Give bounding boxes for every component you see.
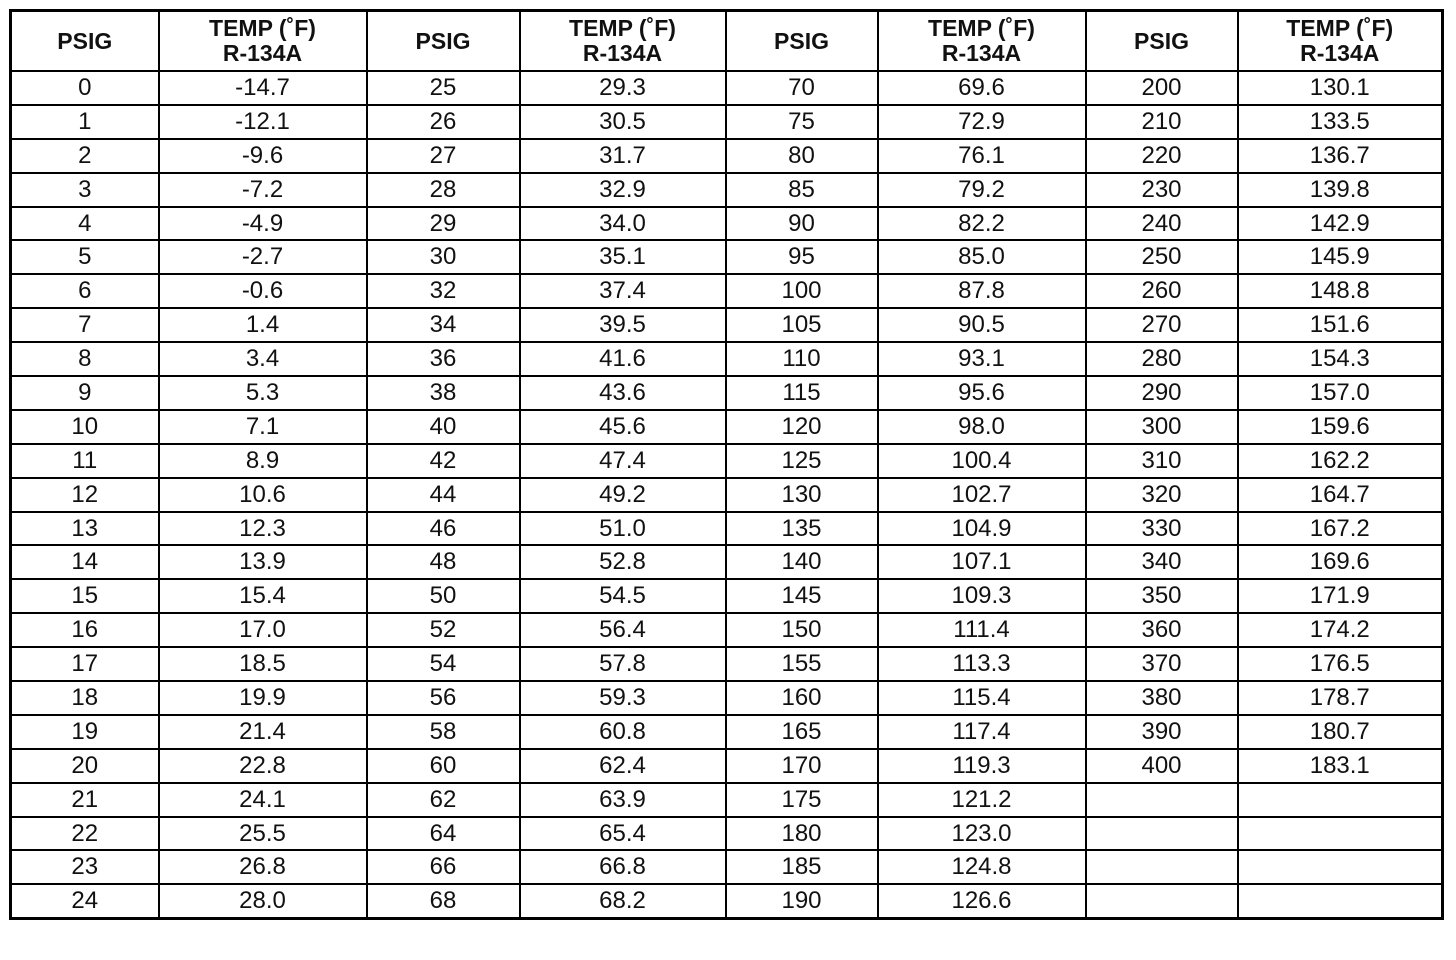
psig-cell: 150 (726, 613, 878, 647)
temp-cell (1238, 817, 1443, 851)
temp-cell: 93.1 (878, 342, 1086, 376)
temp-header-line1: TEMP (˚F) (209, 15, 316, 41)
psig-cell: 24 (11, 884, 159, 918)
temp-cell: 26.8 (159, 850, 367, 884)
table-row (11, 410, 1443, 444)
psig-cell: 1 (11, 105, 159, 139)
psig-cell: 25 (367, 71, 520, 105)
temp-cell: 102.7 (878, 478, 1086, 512)
temp-cell: 19.9 (159, 681, 367, 715)
table-row (11, 884, 1443, 918)
psig-cell: 21 (11, 783, 159, 817)
psig-cell: 19 (11, 715, 159, 749)
psig-cell: 50 (367, 579, 520, 613)
temp-cell: 174.2 (1238, 613, 1443, 647)
psig-cell: 44 (367, 478, 520, 512)
table-row (11, 850, 1443, 884)
temp-cell: 43.6 (520, 376, 726, 410)
temp-cell: 21.4 (159, 715, 367, 749)
temp-cell: 183.1 (1238, 749, 1443, 783)
psig-cell: 0 (11, 71, 159, 105)
table-row (11, 71, 1443, 105)
temp-cell: 52.8 (520, 545, 726, 579)
psig-cell: 105 (726, 308, 878, 342)
psig-cell: 8 (11, 342, 159, 376)
psig-cell: 66 (367, 850, 520, 884)
temp-cell: 34.0 (520, 207, 726, 241)
temp-cell: 178.7 (1238, 681, 1443, 715)
table-row (11, 613, 1443, 647)
temp-cell: 24.1 (159, 783, 367, 817)
temp-cell: 167.2 (1238, 512, 1443, 546)
temp-cell: 142.9 (1238, 207, 1443, 241)
psig-cell: 260 (1086, 274, 1238, 308)
temp-cell: 37.4 (520, 274, 726, 308)
psig-cell: 130 (726, 478, 878, 512)
temp-cell: 31.7 (520, 139, 726, 173)
psig-cell: 95 (726, 240, 878, 274)
psig-cell: 390 (1086, 715, 1238, 749)
temp-cell: 60.8 (520, 715, 726, 749)
temp-cell: 3.4 (159, 342, 367, 376)
psig-cell (1086, 850, 1238, 884)
psig-cell: 170 (726, 749, 878, 783)
psig-cell: 58 (367, 715, 520, 749)
temp-cell: 124.8 (878, 850, 1086, 884)
temp-cell: 109.3 (878, 579, 1086, 613)
table-row (11, 579, 1443, 613)
temp-cell: 51.0 (520, 512, 726, 546)
temp-cell: 95.6 (878, 376, 1086, 410)
psig-cell: 30 (367, 240, 520, 274)
psig-cell: 400 (1086, 749, 1238, 783)
table-row (11, 512, 1443, 546)
temp-cell: 7.1 (159, 410, 367, 444)
temp-header (1238, 11, 1443, 72)
temp-cell: 65.4 (520, 817, 726, 851)
table-row (11, 105, 1443, 139)
temp-cell: 69.6 (878, 71, 1086, 105)
psig-cell: 20 (11, 749, 159, 783)
psig-cell: 36 (367, 342, 520, 376)
temp-cell: 107.1 (878, 545, 1086, 579)
psig-cell: 125 (726, 444, 878, 478)
psig-cell: 100 (726, 274, 878, 308)
psig-cell: 27 (367, 139, 520, 173)
temp-cell: 76.1 (878, 139, 1086, 173)
temp-cell: 82.2 (878, 207, 1086, 241)
psig-cell: 320 (1086, 478, 1238, 512)
temp-cell: 133.5 (1238, 105, 1443, 139)
table-row (11, 444, 1443, 478)
psig-cell: 230 (1086, 173, 1238, 207)
temp-cell: 136.7 (1238, 139, 1443, 173)
psig-cell: 70 (726, 71, 878, 105)
temp-cell: 90.5 (878, 308, 1086, 342)
temp-cell: 85.0 (878, 240, 1086, 274)
temp-cell: 164.7 (1238, 478, 1443, 512)
table-row (11, 207, 1443, 241)
psig-cell: 17 (11, 647, 159, 681)
temp-cell: 29.3 (520, 71, 726, 105)
temp-header-line2: R-134A (222, 40, 303, 66)
temp-cell (1238, 850, 1443, 884)
psig-cell: 6 (11, 274, 159, 308)
psig-cell: 38 (367, 376, 520, 410)
psig-cell: 80 (726, 139, 878, 173)
temp-cell: 39.5 (520, 308, 726, 342)
psig-cell: 120 (726, 410, 878, 444)
psig-cell: 4 (11, 207, 159, 241)
temp-cell: -2.7 (159, 240, 367, 274)
temp-header-line2: R-134A (1300, 40, 1380, 66)
psig-cell: 68 (367, 884, 520, 918)
temp-cell: 49.2 (520, 478, 726, 512)
psig-cell: 270 (1086, 308, 1238, 342)
temp-cell: 68.2 (520, 884, 726, 918)
temp-cell: 1.4 (159, 308, 367, 342)
temp-cell: 148.8 (1238, 274, 1443, 308)
psig-cell: 380 (1086, 681, 1238, 715)
psig-cell: 160 (726, 681, 878, 715)
temp-cell: 57.8 (520, 647, 726, 681)
psig-cell: 310 (1086, 444, 1238, 478)
temp-cell: 32.9 (520, 173, 726, 207)
temp-cell: 45.6 (520, 410, 726, 444)
temp-cell: 12.3 (159, 512, 367, 546)
psig-header: PSIG (726, 11, 878, 72)
psig-cell: 280 (1086, 342, 1238, 376)
temp-cell: 59.3 (520, 681, 726, 715)
psig-cell: 12 (11, 478, 159, 512)
temp-cell: 66.8 (520, 850, 726, 884)
psig-cell: 32 (367, 274, 520, 308)
temp-cell: 159.6 (1238, 410, 1443, 444)
temp-header-line1: TEMP (˚F) (569, 15, 676, 41)
psig-cell (1086, 884, 1238, 918)
temp-cell: 28.0 (159, 884, 367, 918)
temp-cell: 62.4 (520, 749, 726, 783)
temp-cell: 35.1 (520, 240, 726, 274)
temp-cell: 162.2 (1238, 444, 1443, 478)
temp-cell: -4.9 (159, 207, 367, 241)
psig-cell: 140 (726, 545, 878, 579)
temp-cell: 139.8 (1238, 173, 1443, 207)
psig-cell: 54 (367, 647, 520, 681)
psig-cell: 90 (726, 207, 878, 241)
psig-cell: 60 (367, 749, 520, 783)
temp-cell: 154.3 (1238, 342, 1443, 376)
psig-cell: 46 (367, 512, 520, 546)
psig-cell: 13 (11, 512, 159, 546)
temp-cell: 87.8 (878, 274, 1086, 308)
psig-cell: 15 (11, 579, 159, 613)
table-row (11, 240, 1443, 274)
temp-cell: -0.6 (159, 274, 367, 308)
temp-cell: 126.6 (878, 884, 1086, 918)
psig-cell: 340 (1086, 545, 1238, 579)
temp-cell: 5.3 (159, 376, 367, 410)
temp-cell (1238, 783, 1443, 817)
temp-cell: 169.6 (1238, 545, 1443, 579)
psig-cell: 185 (726, 850, 878, 884)
temp-cell: 15.4 (159, 579, 367, 613)
psig-cell: 180 (726, 817, 878, 851)
psig-cell: 200 (1086, 71, 1238, 105)
psig-header: PSIG (367, 11, 520, 72)
psig-cell: 350 (1086, 579, 1238, 613)
psig-cell: 360 (1086, 613, 1238, 647)
psig-cell: 62 (367, 783, 520, 817)
psig-header: PSIG (1086, 11, 1238, 72)
psig-cell: 7 (11, 308, 159, 342)
psig-cell (1086, 817, 1238, 851)
psig-cell: 85 (726, 173, 878, 207)
temp-cell: 100.4 (878, 444, 1086, 478)
table-row (11, 715, 1443, 749)
psig-cell: 300 (1086, 410, 1238, 444)
psig-cell: 42 (367, 444, 520, 478)
temp-cell: -12.1 (159, 105, 367, 139)
table-row (11, 342, 1443, 376)
psig-cell: 5 (11, 240, 159, 274)
temp-cell: 176.5 (1238, 647, 1443, 681)
temp-cell: 117.4 (878, 715, 1086, 749)
temp-cell: 111.4 (878, 613, 1086, 647)
table-row (11, 783, 1443, 817)
psig-cell: 115 (726, 376, 878, 410)
psig-cell: 52 (367, 613, 520, 647)
temp-cell: 25.5 (159, 817, 367, 851)
psig-cell: 10 (11, 410, 159, 444)
temp-cell: 72.9 (878, 105, 1086, 139)
psig-cell: 26 (367, 105, 520, 139)
psig-cell: 23 (11, 850, 159, 884)
temp-cell: 30.5 (520, 105, 726, 139)
psig-cell: 145 (726, 579, 878, 613)
psig-cell (1086, 783, 1238, 817)
psig-cell: 40 (367, 410, 520, 444)
psig-cell: 18 (11, 681, 159, 715)
temp-cell: 123.0 (878, 817, 1086, 851)
temp-cell: -9.6 (159, 139, 367, 173)
psig-cell: 34 (367, 308, 520, 342)
temp-cell: 119.3 (878, 749, 1086, 783)
temp-cell: 151.6 (1238, 308, 1443, 342)
temp-cell: 41.6 (520, 342, 726, 376)
temp-cell: 113.3 (878, 647, 1086, 681)
temp-cell: 145.9 (1238, 240, 1443, 274)
temp-cell: 47.4 (520, 444, 726, 478)
psig-cell: 11 (11, 444, 159, 478)
psig-cell: 75 (726, 105, 878, 139)
temp-header-line1: TEMP (˚F) (1286, 15, 1394, 41)
psig-cell: 370 (1086, 647, 1238, 681)
table-row (11, 749, 1443, 783)
temp-header-line1: TEMP (˚F) (928, 15, 1035, 41)
temp-cell: 171.9 (1238, 579, 1443, 613)
temp-header (520, 11, 726, 72)
temp-cell: 104.9 (878, 512, 1086, 546)
table-row (11, 274, 1443, 308)
psig-cell: 290 (1086, 376, 1238, 410)
temp-cell: 18.5 (159, 647, 367, 681)
temp-cell: 10.6 (159, 478, 367, 512)
psig-cell: 165 (726, 715, 878, 749)
psig-header: PSIG (11, 11, 159, 72)
psig-cell: 9 (11, 376, 159, 410)
psig-cell: 135 (726, 512, 878, 546)
psig-cell: 110 (726, 342, 878, 376)
table-row (11, 139, 1443, 173)
table-row (11, 647, 1443, 681)
temp-header-line2: R-134A (582, 40, 663, 66)
psig-cell: 330 (1086, 512, 1238, 546)
temp-cell: 63.9 (520, 783, 726, 817)
temp-header (159, 11, 367, 72)
temp-header (878, 11, 1086, 72)
temp-cell: 56.4 (520, 613, 726, 647)
temp-cell: 22.8 (159, 749, 367, 783)
psig-cell: 16 (11, 613, 159, 647)
temp-cell: 98.0 (878, 410, 1086, 444)
temp-cell: 17.0 (159, 613, 367, 647)
temp-header-line2: R-134A (941, 40, 1022, 66)
temp-cell: 115.4 (878, 681, 1086, 715)
psig-cell: 155 (726, 647, 878, 681)
temp-cell (1238, 884, 1443, 918)
psig-cell: 29 (367, 207, 520, 241)
temp-cell: 79.2 (878, 173, 1086, 207)
temp-cell: 8.9 (159, 444, 367, 478)
header-row (11, 11, 1443, 72)
psig-cell: 2 (11, 139, 159, 173)
table-row (11, 478, 1443, 512)
temp-cell: 130.1 (1238, 71, 1443, 105)
psig-cell: 14 (11, 545, 159, 579)
psig-cell: 175 (726, 783, 878, 817)
psig-cell: 3 (11, 173, 159, 207)
temp-cell: 13.9 (159, 545, 367, 579)
psig-cell: 48 (367, 545, 520, 579)
temp-cell: 54.5 (520, 579, 726, 613)
table-row (11, 173, 1443, 207)
psig-cell: 22 (11, 817, 159, 851)
temp-cell: 180.7 (1238, 715, 1443, 749)
psig-cell: 190 (726, 884, 878, 918)
table-body (11, 71, 1443, 919)
temp-cell: 121.2 (878, 783, 1086, 817)
psig-cell: 28 (367, 173, 520, 207)
table-row (11, 376, 1443, 410)
table-row (11, 681, 1443, 715)
psig-cell: 250 (1086, 240, 1238, 274)
psig-cell: 240 (1086, 207, 1238, 241)
psig-cell: 64 (367, 817, 520, 851)
temp-cell: -7.2 (159, 173, 367, 207)
temp-cell: 157.0 (1238, 376, 1443, 410)
pressure-temperature-table (9, 9, 1444, 920)
table-row (11, 308, 1443, 342)
psig-cell: 56 (367, 681, 520, 715)
temp-cell: -14.7 (159, 71, 367, 105)
psig-cell: 220 (1086, 139, 1238, 173)
table-row (11, 817, 1443, 851)
table-row (11, 545, 1443, 579)
psig-cell: 210 (1086, 105, 1238, 139)
